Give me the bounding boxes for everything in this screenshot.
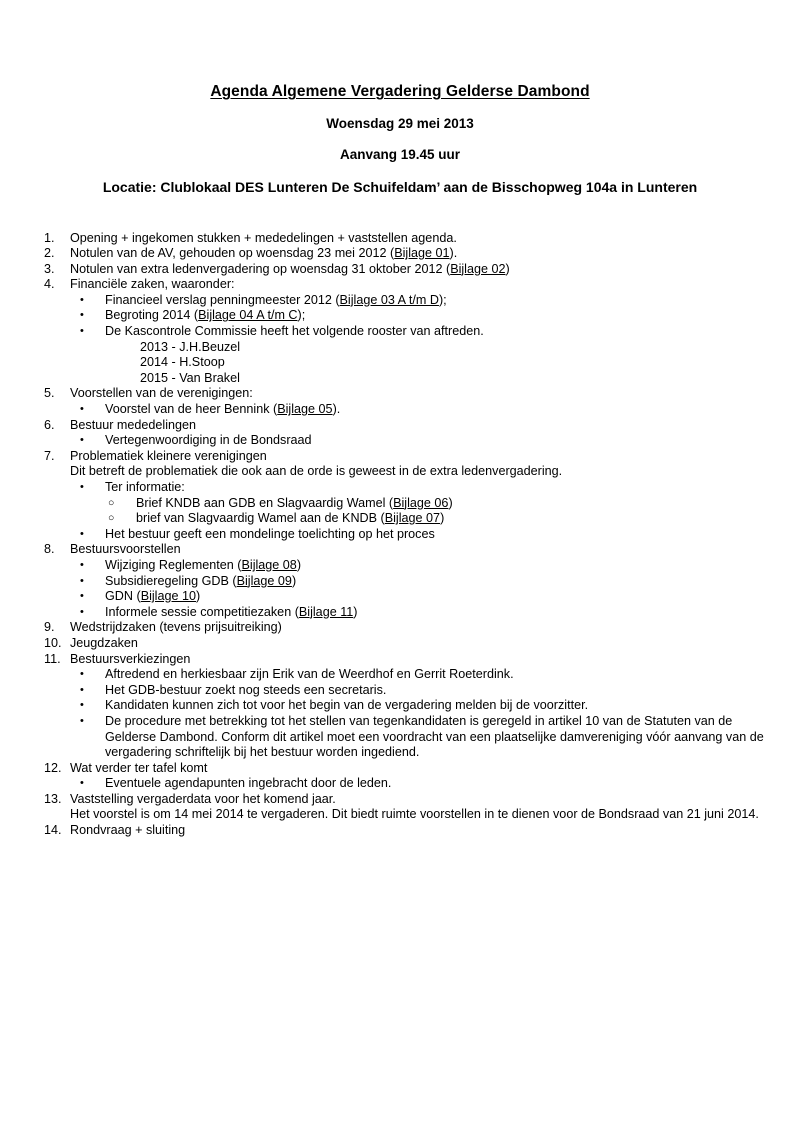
text-after-link: ) [353, 604, 358, 619]
list-item-label: De procedure met betrekking tot het stellen van tegenkandidaten is geregeld in artikel 10 van de Statuten van de Gelderse Dambond. Conform dit artikel moet een voordracht van een plaatselijke damvereniging vóór aanvang van de vergadering schriftelijk bij het bestuur worden ingediend. [105, 713, 764, 760]
item-number: 9. [44, 620, 55, 635]
hollow-bullet-icon: ○ [108, 496, 115, 509]
sub-list [70, 480, 770, 496]
bullet-icon: • [80, 403, 84, 416]
bullet-icon: • [80, 590, 84, 603]
item-text: Bestuur mededelingen [70, 417, 197, 432]
roster-line: 2015 - Van Brakel [140, 370, 240, 385]
list-item [80, 527, 770, 543]
bullet-icon: • [80, 325, 84, 338]
list-item [80, 605, 770, 621]
bullet-icon: • [80, 434, 84, 447]
text-before-link: Brief KNDB aan GDB en Slagvaardig Wamel ( [136, 495, 394, 510]
text-after-link: ) [440, 511, 445, 526]
list-item [80, 324, 770, 386]
text-before-link: Begroting 2014 ( [105, 308, 199, 323]
text-before-link: Voorstel van de heer Bennink ( [105, 402, 278, 417]
bullet-icon: • [80, 683, 84, 696]
agenda-item-13 [44, 792, 770, 823]
list-item [80, 558, 770, 574]
list-item-label: Vertegenwoordiging in de Bondsraad [105, 433, 312, 448]
bullet-icon: • [80, 481, 84, 493]
item-number: 8. [44, 542, 55, 557]
agenda-item-12 [44, 761, 770, 792]
attachment-link[interactable]: Bijlage 11 [298, 604, 354, 619]
list-item [80, 480, 770, 496]
item-number: 4. [44, 277, 55, 292]
sub-list [70, 433, 770, 449]
meeting-date: Woensdag 29 mei 2013 [326, 115, 474, 131]
agenda-item-10 [44, 636, 770, 652]
text-after-link: ). [332, 402, 341, 417]
sub-list [70, 776, 770, 792]
attachment-link[interactable]: Bijlage 07 [384, 511, 441, 526]
attachment-link[interactable]: Bijlage 09 [236, 573, 292, 588]
attachment-link[interactable]: Bijlage 04 A t/m C [198, 308, 298, 323]
list-item [80, 402, 770, 418]
item-text: Bestuursvoorstellen [70, 542, 181, 557]
item-number: 11. [44, 651, 61, 666]
sub-list [70, 558, 770, 620]
text-before-link: De Kascontrole Commissie heeft het volgende rooster van aftreden. [105, 324, 484, 339]
item-number: 13. [44, 791, 62, 806]
list-item-label: Kandidaten kunnen zich tot voor het begin van de vergadering melden bij de voorzitter. [105, 698, 589, 713]
item-text [70, 246, 770, 262]
agenda-content [0, 231, 800, 839]
list-item [80, 433, 770, 449]
item-text [70, 262, 770, 278]
agenda-item-7 [44, 449, 770, 543]
attachment-link[interactable]: Bijlage 06 [393, 495, 449, 510]
sub-sub-list [70, 496, 770, 527]
item-text: Wedstrijdzaken (tevens prijsuitreiking) [70, 620, 282, 635]
list-item [80, 574, 770, 590]
item-text: Jeugdzaken [70, 635, 138, 650]
document-header [0, 0, 800, 194]
agenda-item-14 [44, 823, 770, 839]
agenda-item-4 [44, 277, 770, 386]
text-after-link: ); [297, 308, 306, 323]
text-before-link: Subsidieregeling GDB ( [105, 573, 237, 588]
list-item [80, 698, 770, 714]
list-item-label: Eventuele agendapunten ingebracht door de leden. [105, 776, 392, 791]
list-item [80, 667, 770, 683]
item-text: Wat verder ter tafel komt [70, 760, 208, 775]
list-item-label: Het GDB-bestuur zoekt nog steeds een secretaris. [105, 682, 387, 697]
sub-list [70, 527, 770, 543]
item-text: Financiële zaken, waaronder: [70, 277, 235, 292]
item-number: 7. [44, 448, 55, 463]
agenda-item-11 [44, 652, 770, 761]
bullet-icon: • [80, 668, 84, 681]
item-number: 3. [44, 261, 55, 276]
text-before-link: Notulen van de AV, gehouden op woensdag 23 mei 2012 ( [70, 246, 395, 261]
item-text: Problematiek kleinere verenigingen [70, 448, 267, 463]
bullet-icon: • [80, 527, 84, 540]
kascontrole-roster [105, 340, 770, 387]
meeting-location: Locatie: Clublokaal DES Lunteren De Schuifeldam’ aan de Bisschopweg 104a in Lunteren [102, 178, 698, 195]
agenda-item-8 [44, 542, 770, 620]
bullet-icon: • [80, 574, 84, 587]
roster-line: 2014 - H.Stoop [140, 355, 225, 370]
text-after-link: ); [438, 292, 447, 307]
item-number: 10. [44, 635, 62, 650]
agenda-item-3 [44, 262, 770, 278]
agenda-list [44, 231, 770, 839]
bullet-icon: • [80, 309, 84, 322]
text-before-link: Notulen van extra ledenvergadering op woensdag 31 oktober 2012 ( [70, 261, 451, 276]
text-before-link: brief van Slagvaardig Wamel aan de KNDB ( [136, 511, 385, 526]
item-number: 14. [44, 823, 62, 838]
item-continuation: Het voorstel is om 14 mei 2014 te vergaderen. Dit biedt ruimte voorstellen in te dienen voor de Bondsraad van 21 juni 2014. [70, 807, 759, 822]
item-number: 2. [44, 246, 55, 261]
sub-list [70, 667, 770, 761]
hollow-bullet-icon: ○ [108, 512, 115, 525]
sub-list [70, 402, 770, 418]
text-after-link: ). [449, 246, 458, 261]
agenda-item-9 [44, 620, 770, 636]
item-number: 6. [44, 417, 55, 432]
item-text: Bestuursverkiezingen [70, 651, 191, 666]
text-before-link: GDN ( [105, 589, 141, 604]
text-after-link: ) [296, 557, 302, 572]
text-after-link: ) [448, 495, 453, 510]
list-item [108, 511, 770, 527]
attachment-link[interactable]: Bijlage 03 A t/m D [339, 292, 439, 307]
list-item-label: Ter informatie: [105, 480, 185, 494]
roster-line: 2013 - J.H.Beuzel [140, 339, 241, 354]
attachment-link[interactable]: Bijlage 02 [450, 261, 506, 276]
list-item [80, 714, 770, 761]
agenda-item-1 [44, 231, 770, 247]
bullet-icon: • [80, 293, 84, 306]
text-after-link: ) [196, 589, 201, 604]
item-text: Opening + ingekomen stukken + mededelingen + vaststellen agenda. [70, 230, 457, 245]
bullet-icon: • [80, 699, 84, 712]
list-item [108, 496, 770, 512]
list-item [80, 293, 770, 309]
item-number: 5. [44, 386, 55, 401]
attachment-link[interactable]: Bijlage 08 [241, 557, 297, 572]
item-continuation: Dit betreft de problematiek die ook aan de orde is geweest in de extra ledenvergadering. [70, 464, 563, 479]
attachment-link[interactable]: Bijlage 10 [140, 589, 197, 604]
bullet-icon: • [80, 714, 84, 727]
list-item [80, 776, 770, 792]
sub-list [70, 293, 770, 387]
agenda-item-2 [44, 246, 770, 262]
bullet-icon: • [80, 777, 84, 790]
agenda-item-6 [44, 418, 770, 449]
list-item [80, 589, 770, 605]
attachment-link[interactable]: Bijlage 01 [394, 246, 450, 261]
text-after-link: ) [505, 261, 510, 276]
list-item [80, 308, 770, 324]
meeting-time: Aanvang 19.45 uur [339, 147, 461, 162]
list-item-label: Het bestuur geeft een mondelinge toelichting op het proces [105, 526, 435, 541]
item-text: Voorstellen van de verenigingen: [70, 386, 253, 401]
text-before-link: Financieel verslag penningmeester 2012 ( [105, 292, 340, 307]
text-before-link: Informele sessie competitiezaken ( [105, 604, 299, 619]
item-text: Rondvraag + sluiting [70, 823, 186, 838]
item-number: 12. [44, 760, 62, 775]
agenda-item-5 [44, 386, 770, 417]
text-after-link: ) [291, 573, 297, 588]
bullet-icon: • [80, 558, 84, 571]
text-before-link: Wijziging Reglementen ( [105, 557, 242, 572]
list-item [80, 683, 770, 699]
item-text: Vaststelling vergaderdata voor het komend jaar. [70, 791, 336, 806]
list-item-label: Aftredend en herkiesbaar zijn Erik van de Weerdhof en Gerrit Roeterdink. [105, 667, 514, 682]
bullet-icon: • [80, 605, 84, 618]
item-number: 1. [44, 230, 55, 245]
attachment-link[interactable]: Bijlage 05 [277, 402, 333, 417]
page-title: Agenda Algemene Vergadering Gelderse Dambond [210, 83, 590, 100]
